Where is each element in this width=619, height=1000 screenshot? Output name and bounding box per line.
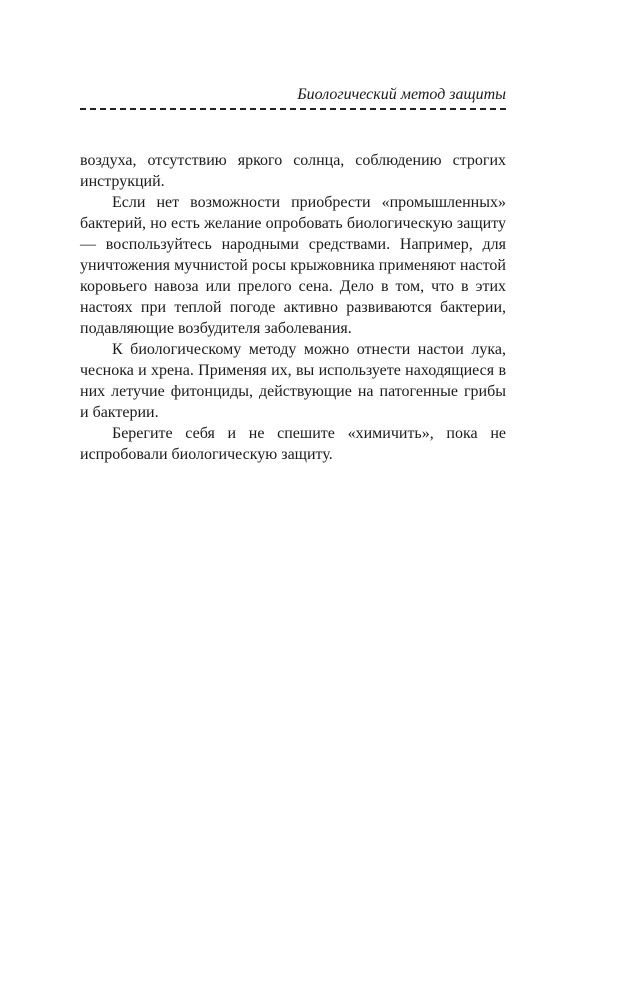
running-head — [80, 85, 506, 105]
paragraph-closing-advice: Берегите себя и не спешите «химичить», пока не испробовали биологическую защиту. — [80, 425, 506, 463]
paragraph-continuation: воздуха, отсутствию яркого солнца, соблюдению строгих инструкций. — [80, 152, 506, 190]
header-divider — [80, 108, 506, 110]
paragraph-folk-remedies: Если нет возможности приобрести «промышленных» бактерий, но есть желание опробовать биологическую защиту — воспользуйтесь народными средствами. Например, для уничтожения мучнистой росы крыжовника применяют настой коровьего навоза или прелого сена. Дело в том, что в этих настоях при теплой погоде активно развиваются бактерии, подавляющие возбудителя заболевания. — [80, 194, 506, 337]
running-head-title: Биологический метод защиты — [297, 86, 506, 103]
page-body — [80, 150, 506, 465]
paragraph-phytoncides: К биологическому методу можно отнести настои лука, чеснока и хрена. Применяя их, вы используете находящиеся в них летучие фитонциды, действующие на патогенные грибы и бактерии. — [80, 341, 506, 421]
